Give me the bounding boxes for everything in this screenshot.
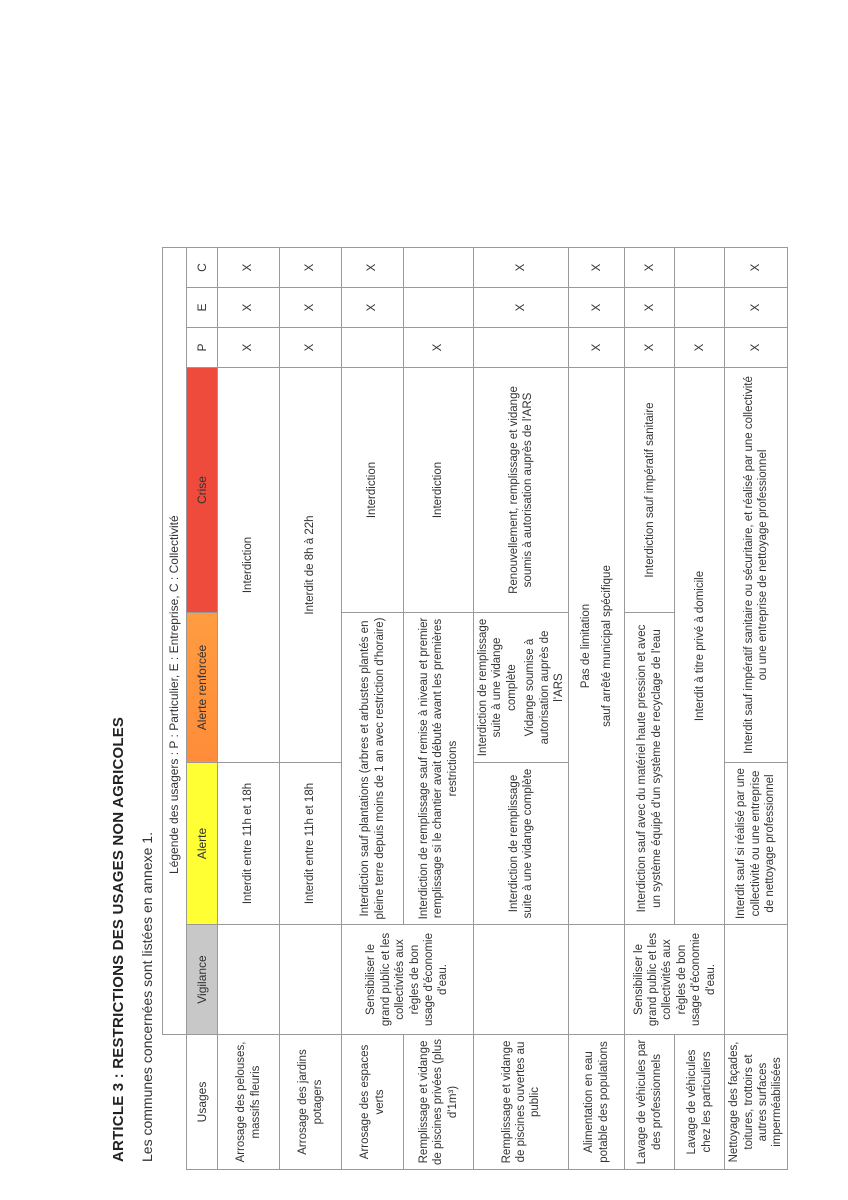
crise-cell: Interdiction sauf impératif sanitaire	[625, 368, 675, 613]
page-subtitle: Les communes concernées sont listées en annexe 1.	[139, 832, 155, 1162]
header-crise: Crise	[187, 368, 218, 613]
p-mark: X	[404, 328, 474, 368]
alerte-cell: Interdit entre 11h et 18h	[218, 763, 280, 925]
crise-cell: Renouvellement, remplissage et vidange soumis à autorisation auprès de l'ARS	[474, 368, 569, 613]
potable-cell	[569, 368, 625, 925]
nettoyage-cell: Interdit sauf impératif sanitaire ou sécuritaire, et réalisé par une collectivité ou une entreprise de nettoyage professionnel	[725, 368, 788, 763]
vigilance-cell	[569, 925, 625, 1035]
p-mark	[342, 328, 404, 368]
c-mark: X	[569, 248, 625, 288]
c-mark: X	[280, 248, 342, 288]
table-row	[342, 248, 404, 1170]
table-row	[474, 248, 569, 1170]
alerte-cell: Interdiction de remplissage suite à une vidange complète	[474, 763, 569, 925]
usage-cell: Lavage de véhicules chez les particuliers	[675, 1035, 725, 1170]
header-usages: Usages	[187, 1035, 218, 1170]
e-mark: X	[725, 288, 788, 328]
crise-cell: Interdiction	[404, 368, 474, 613]
potable-line-1: Pas de limitation	[580, 603, 593, 689]
lavage-pro-cell: Interdiction sauf avec du matériel haute pression et avec un système équipé d'un système de recyclage de l'eau	[625, 613, 675, 925]
crise-cell: Interdit de 8h à 22h	[280, 368, 342, 763]
e-mark: X	[625, 288, 675, 328]
e-mark: X	[218, 288, 280, 328]
p-mark: X	[569, 328, 625, 368]
usage-cell: Remplissage et vidange de piscines ouvertes au public	[474, 1035, 569, 1170]
c-mark: X	[218, 248, 280, 288]
e-mark	[675, 288, 725, 328]
alerte-cell: Interdit sauf si réalisé par une collectivité ou une entreprise de nettoyage professionnel	[725, 763, 788, 925]
table-row	[725, 248, 788, 1170]
crise-cell: Interdiction	[218, 368, 280, 763]
page-title: ARTICLE 3 : RESTRICTIONS DES USAGES NON AGRICOLES	[110, 716, 127, 1162]
header-row	[187, 248, 218, 1170]
usage-cell: Nettoyage des façades, toitures, trottoirs et autres surfaces imperméabilisées	[725, 1035, 788, 1170]
e-mark: X	[569, 288, 625, 328]
p-mark: X	[280, 328, 342, 368]
usage-cell: Arrosage des jardins potagers	[280, 1035, 342, 1170]
header-p: P	[187, 328, 218, 368]
usage-cell: Lavage de véhicules par des professionnels	[625, 1035, 675, 1170]
usage-cell: Remplissage et vidange de piscines privées (plus d'1m³)	[404, 1035, 474, 1170]
restrictions-table	[162, 247, 788, 1170]
usage-cell: Arrosage des espaces verts	[342, 1035, 404, 1170]
header-c: C	[187, 248, 218, 288]
c-mark	[675, 248, 725, 288]
legend: Légende des usagers : P : Particulier, E : Entreprise, C : Collectivité	[163, 248, 187, 1035]
alerte-renforcee-line-1: Interdiction de remplissage suite à une vidange complète	[477, 618, 518, 757]
usage-cell: Alimentation en eau potable des populations	[569, 1035, 625, 1170]
header-vigilance: Vigilance	[187, 925, 218, 1035]
table-row	[280, 248, 342, 1170]
table-row	[625, 248, 675, 1170]
table-row	[569, 248, 625, 1170]
usage-cell: Arrosage des pelouses, massifs fleuris	[218, 1035, 280, 1170]
p-mark: X	[625, 328, 675, 368]
c-mark: X	[342, 248, 404, 288]
potable-line-2: sauf arrêté municipal spécifique	[600, 565, 613, 727]
header-alerte: Alerte	[187, 763, 218, 925]
e-mark: X	[280, 288, 342, 328]
vigilance-cell	[725, 925, 788, 1035]
alerte-cell: Interdit entre 11h et 18h	[280, 763, 342, 925]
alerte-renforcee-line-2: Vidange soumise à autorisation auprès de l'ARS	[524, 630, 565, 745]
vigilance-cell	[280, 925, 342, 1035]
header-alerte-renforcee: Alerte renforcée	[187, 613, 218, 763]
alerte-span-cell: Interdiction de remplissage sauf remise à niveau et premier remplissage si le chantier avait débuté avant les premières restrictions	[404, 613, 474, 925]
header-e: E	[187, 288, 218, 328]
alerte-renforcee-cell	[474, 613, 569, 763]
table-row	[218, 248, 280, 1170]
e-mark	[404, 288, 474, 328]
p-mark	[474, 328, 569, 368]
p-mark: X	[218, 328, 280, 368]
p-mark: X	[725, 328, 788, 368]
vigilance-cell: Sensibiliser le grand public et les collectivités aux règles de bon usage d'économie d'eau.	[342, 925, 474, 1035]
c-mark: X	[725, 248, 788, 288]
lavage-part-cell: Interdit à titre privé à domicile	[675, 368, 725, 925]
p-mark: X	[675, 328, 725, 368]
c-mark: X	[625, 248, 675, 288]
vigilance-cell: Sensibiliser le grand public et les collectivités aux règles de bon usage d'économie d'eau.	[625, 925, 725, 1035]
e-mark: X	[474, 288, 569, 328]
c-mark	[404, 248, 474, 288]
e-mark: X	[342, 288, 404, 328]
vigilance-cell	[218, 925, 280, 1035]
alerte-span-cell: Interdiction sauf plantations (arbres et arbustes plantés en pleine terre depuis moins de 1 an avec restriction d'horaire)	[342, 613, 404, 925]
vigilance-cell	[474, 925, 569, 1035]
crise-cell: Interdiction	[342, 368, 404, 613]
c-mark: X	[474, 248, 569, 288]
